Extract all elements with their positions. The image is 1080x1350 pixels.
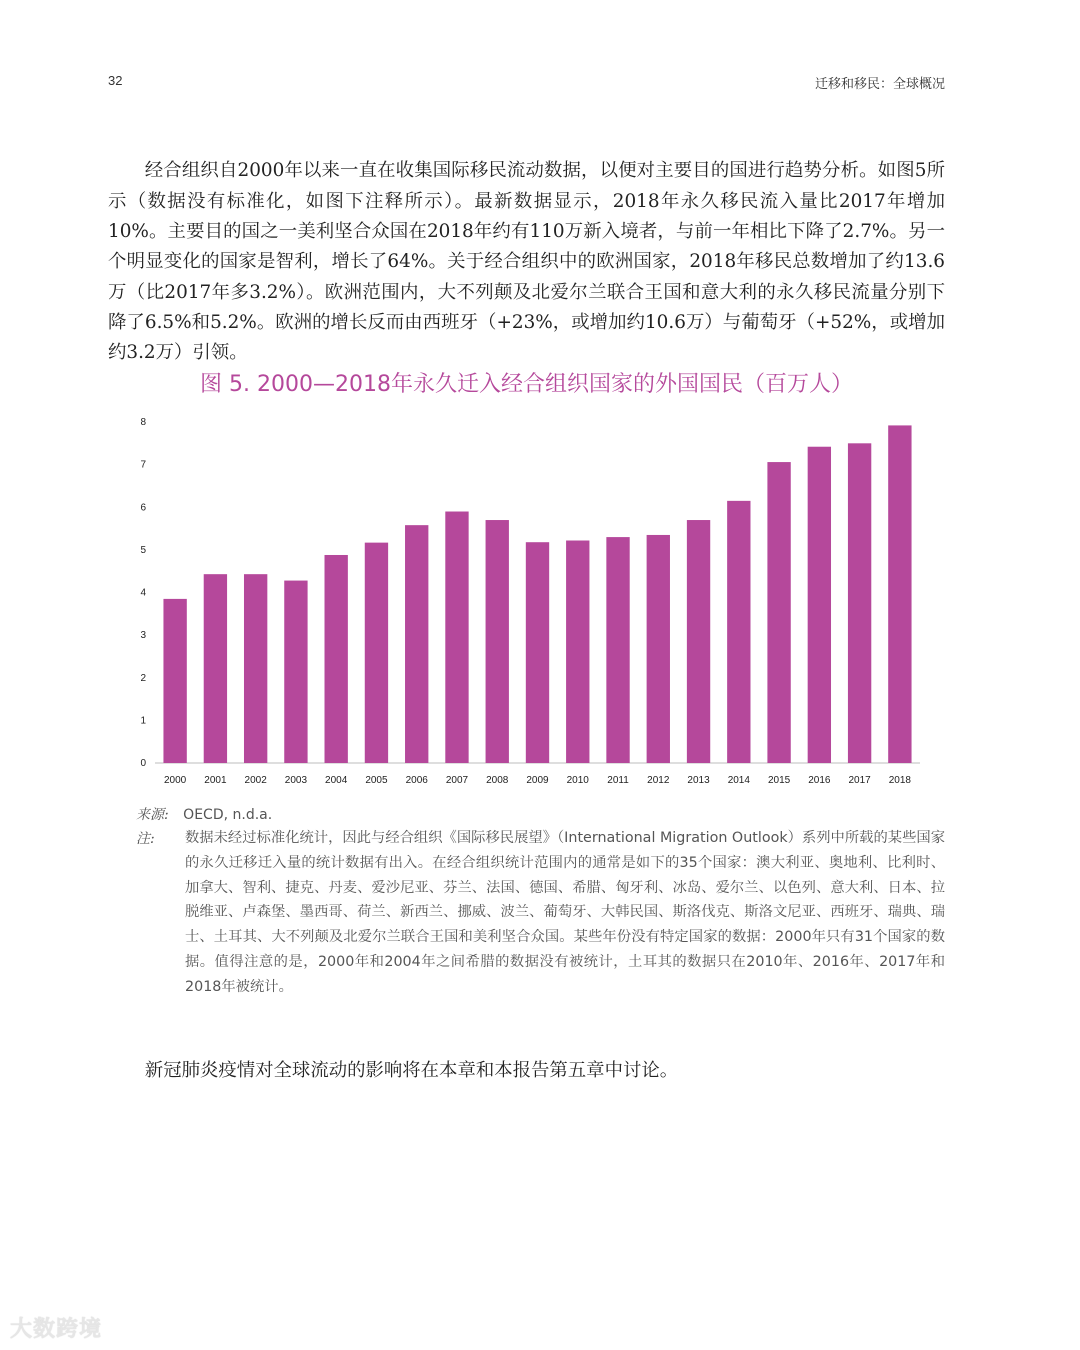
x-tick-label: 2016 [808, 775, 831, 786]
x-tick-label: 2000 [164, 775, 187, 786]
x-tick-label: 2014 [727, 775, 750, 786]
source-text: OECD, n.d.a. [183, 807, 273, 823]
bar-2001 [204, 574, 227, 763]
bar-2003 [284, 581, 307, 763]
x-tick-label: 2006 [405, 775, 428, 786]
bar-2014 [727, 501, 750, 763]
x-tick-label: 2017 [848, 775, 871, 786]
bar-2011 [606, 537, 629, 763]
source-label: 来源: [136, 807, 169, 823]
bar-2004 [325, 555, 348, 763]
x-tick-label: 2009 [526, 775, 549, 786]
x-tick-label: 2015 [767, 775, 791, 786]
y-tick-label: 8 [140, 417, 146, 428]
y-tick-label: 7 [140, 459, 146, 471]
bar-2006 [405, 525, 428, 763]
x-tick-label: 2018 [888, 775, 911, 786]
bar-2007 [445, 512, 468, 763]
y-tick-label: 5 [140, 544, 146, 556]
note-label: 注: [136, 831, 155, 847]
running-header-title: 迁移和移民：全球概况 [814, 77, 945, 92]
x-tick-label: 2011 [607, 775, 629, 786]
x-tick-label: 2007 [445, 775, 469, 786]
bar-2015 [767, 462, 790, 763]
bar-2010 [566, 540, 589, 763]
x-tick-label: 2010 [566, 775, 589, 786]
y-axis [140, 417, 146, 769]
bar-2012 [647, 535, 670, 763]
closing-paragraph: 新冠肺炎疫情对全球流动的影响将在本章和本报告第五章中讨论。 [144, 1060, 679, 1082]
x-tick-label: 2008 [486, 775, 509, 786]
x-tick-label: 2001 [204, 775, 227, 786]
y-tick-label: 3 [140, 630, 146, 642]
y-tick-label: 4 [140, 587, 146, 599]
y-tick-label: 2 [140, 672, 146, 684]
figure-source [136, 804, 272, 824]
bar-2000 [163, 599, 186, 763]
watermark-logo: 大数跨境 [10, 1317, 103, 1342]
figure-note: 数据未经过标准化统计，因此与经合组织《国际移民展望》（International Migration Outlook）系列中所载的某些国家的永久迁移迁入量的统计数据有出入。在经合组织统计范围内的通常是如下的35个国家：澳大利亚、奥地利、比利时、加拿大、智利、捷克、丹麦、爱沙尼亚、芬兰、法国、德国、希腊、匈牙利、冰岛、爱尔兰、以色列、意大利、日本、拉脱维亚、卢森堡、墨西哥、荷兰、新西兰、挪威、波兰、葡萄牙、大韩民国、斯洛伐克、斯洛文尼亚、西班牙、瑞典、瑞士、土耳其、大不列颠及北爱尔兰联合王国和美利坚合众国。某些年份没有特定国家的数据：2000年只有31个国家的数据。值得注意的是，2000年和2004年之间希腊的数据没有被统计，土耳其的数据只在2010年、2016年、2017年和2018年被统计。 [185, 830, 945, 995]
y-tick-label: 6 [140, 502, 146, 514]
y-tick-label: 0 [140, 758, 146, 769]
figure-title: 图 5. 2000—2018年永久迁入经合组织国家的外国国民（百万人） [200, 372, 853, 397]
y-tick-label: 1 [140, 715, 146, 727]
x-tick-label: 2005 [365, 775, 388, 786]
x-tick-label: 2004 [325, 775, 348, 786]
x-tick-label: 2003 [284, 775, 308, 786]
x-tick-label: 2012 [647, 775, 670, 786]
bar-series [163, 425, 911, 763]
bar-2005 [365, 543, 388, 763]
bar-chart [130, 410, 930, 795]
bar-2008 [486, 520, 509, 763]
body-paragraph: 经合组织自2000年以来一直在收集国际移民流动数据，以便对主要目的国进行趋势分析。如图5所示（数据没有标准化，如图下注释所示）。最新数据显示，2018年永久移民流入量比2017年增加10%。主要目的国之一美利坚合众国在2018年约有110万新入境者，与前一年相比下降了2.7%。另一个明显变化的国家是智利，增长了64%。关于经合组织中的欧洲国家，2018年移民总数增加了约13.6万（比2017年多3.2%）。欧洲范围内，大不列颠及北爱尔兰联合王国和意大利的永久移民流量分别下降了6.5%和5.2%。欧洲的增长反而由西班牙（+23%，或增加约10.6万）与葡萄牙（+52%，或增加约3.2万）引领。 [108, 160, 945, 364]
bar-2013 [687, 520, 710, 763]
bar-2017 [848, 443, 871, 763]
page-number: 32 [108, 73, 123, 88]
bar-2002 [244, 574, 267, 763]
x-tick-label: 2002 [244, 775, 267, 786]
bar-2018 [888, 425, 911, 763]
x-axis [164, 775, 911, 786]
x-tick-label: 2013 [687, 775, 710, 786]
bar-2009 [526, 542, 549, 763]
bar-2016 [808, 447, 831, 763]
